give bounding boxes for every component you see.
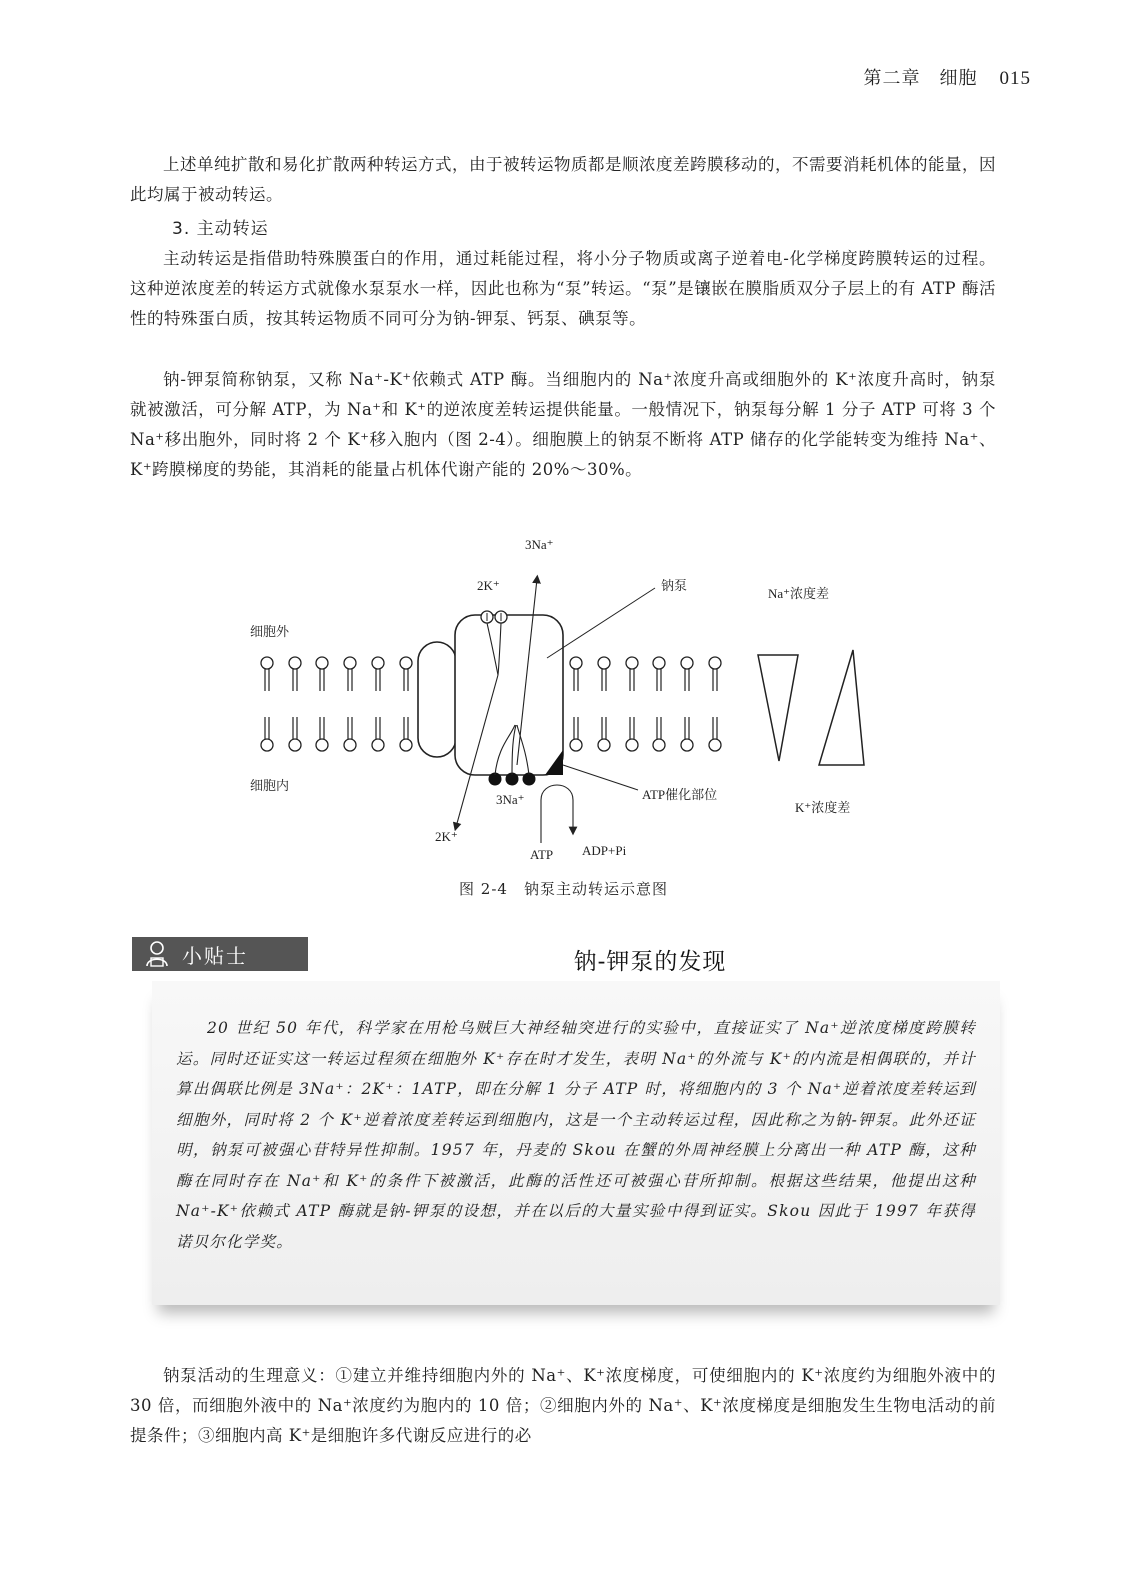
lipid-bilayer-right (570, 657, 721, 751)
figure-caption: 图 2-4 钠泵主动转运示意图 (459, 880, 668, 898)
paragraph-active-transport-definition: 主动转运是指借助特殊膜蛋白的作用，通过耗能过程，将小分子物质或离子逆着电-化学梯度跨膜转运的过程。这种逆浓度差的转运方式就像水泵泵水一样，因此也称为“泵”转运。“泵”是镶嵌在膜脂质双分子层上的有 ATP 酶活性的特殊蛋白质，按其转运物质不同可分为钠-钾泵、钙泵、碘泵等。 (130, 249, 996, 328)
membrane-protein (418, 642, 456, 757)
label-atp-site: ATP催化部位 (642, 787, 718, 802)
tip-body: 20 世纪 50 年代，科学家在用枪乌贼巨大神经轴突进行的实验中，直接证实了 Na⁺逆浓度梯度跨膜转运。同时还证实这一转运过程须在细胞外 K⁺存在时才发生，表明 Na⁺的外流与 K⁺的内流是相偶联的，并计算出偶联比例是 3Na⁺：2K⁺：1ATP，即在分解 1 分子 ATP 时，将细胞内的 3 个 Na⁺逆着浓度差转运到细胞外，同时将 2 个 K⁺逆着浓度差转运到细胞内，这是一个主动转运过程，因此称之为钠-钾泵。此外还证明，钠泵可被强心苷特异性抑制。1957 年，丹麦的 Skou 在蟹的外周神经膜上分离出一种 ATP 酶，这种酶在同时存在 Na⁺和 K⁺的条件下被激活，此酶的活性还可被强心苷所抑制。根据这些结果，他提出这种 Na⁺-K⁺依赖式 ATP 酶就是钠-钾泵的设想，并在以后的大量实验中得到证实。Skou 因此于 1997 年获得诺贝尔化学奖。 (176, 1019, 976, 1251)
tip-title: 钠-钾泵的发现 (573, 949, 727, 975)
paragraph-pump-significance: 钠泵活动的生理意义：①建立并维持细胞内外的 Na⁺、K⁺浓度梯度，可使细胞内的 K⁺浓度约为细胞外液中的 30 倍，而细胞外液中的 Na⁺浓度约为胞内的 10 倍；②细胞内外的 Na⁺、K⁺浓度梯度是细胞发生生物电活动的前提条件；③细胞内高 K⁺是细胞许多代谢反应进行的必 (130, 1366, 996, 1445)
page-number: 015 (999, 68, 1031, 89)
label-pump: 钠泵 (661, 578, 688, 593)
label-atp: ATP (530, 847, 554, 862)
label-inside: 细胞内 (250, 778, 290, 793)
lipid-bilayer-left (261, 657, 412, 751)
reader-icon (142, 939, 172, 969)
sodium-pump-protein (455, 615, 563, 775)
label-2k-bottom: 2K⁺ (435, 829, 458, 844)
tip-tab (132, 937, 308, 971)
label-adp: ADP+Pi (582, 843, 627, 858)
tip-tab-label: 小贴士 (182, 943, 248, 968)
label-na-gradient: Na⁺浓度差 (768, 586, 830, 601)
sodium-pump-diagram (230, 525, 910, 870)
running-header (864, 64, 1032, 90)
label-3na-bottom: 3Na⁺ (496, 792, 525, 807)
paragraph-passive-transport-summary: 上述单纯扩散和易化扩散两种转运方式，由于被转运物质都是顺浓度差跨膜移动的，不需要消耗机体的能量，因此均属于被动转运。 (130, 155, 996, 204)
na-gradient-triangle (758, 655, 798, 761)
section-heading-active-transport: 3. 主动转运 (172, 219, 269, 239)
chapter-title: 第二章 细胞 (863, 68, 978, 89)
k-gradient-triangle (819, 650, 864, 765)
label-2k-top: 2K⁺ (477, 578, 500, 593)
atp-hydrolysis-arrow (541, 785, 573, 843)
label-3na-top: 3Na⁺ (525, 537, 554, 552)
label-outside: 细胞外 (250, 624, 290, 639)
paragraph-sodium-pump: 钠-钾泵简称钠泵，又称 Na⁺-K⁺依赖式 ATP 酶。当细胞内的 Na⁺浓度升高或细胞外的 K⁺浓度升高时，钠泵就被激活，可分解 ATP，为 Na⁺和 K⁺的逆浓度差转运提供能量。一般情况下，钠泵每分解 1 分子 ATP 可将 3 个 Na⁺移出胞外，同时将 2 个 K⁺移入胞内（图 2-4）。细胞膜上的钠泵不断将 ATP 储存的化学能转变为维持 Na⁺、K⁺跨膜梯度的势能，其消耗的能量占机体代谢产能的 20%～30%。 (130, 370, 996, 479)
label-k-gradient: K⁺浓度差 (795, 800, 851, 815)
